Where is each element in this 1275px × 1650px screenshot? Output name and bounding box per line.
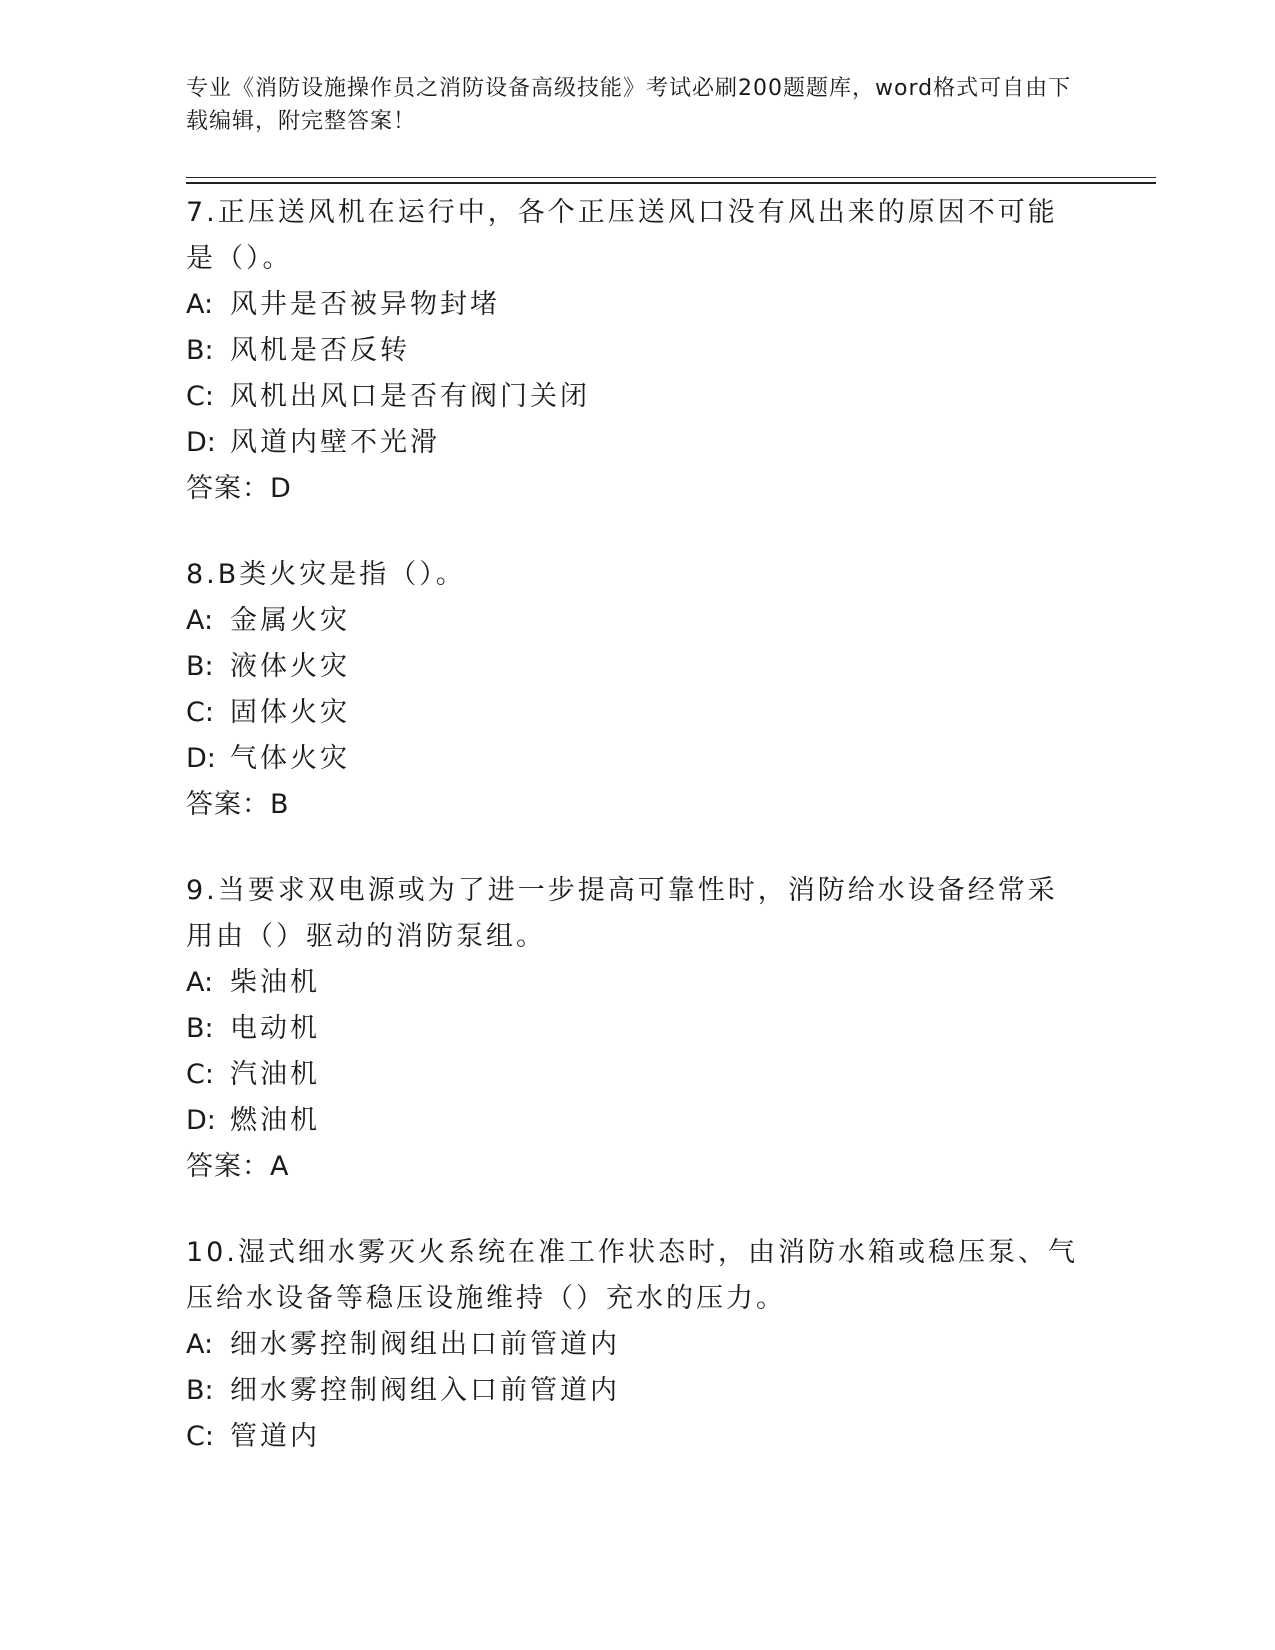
- option-text: 细水雾控制阀组入口前管道内: [230, 1375, 620, 1406]
- option-text: 管道内: [230, 1421, 320, 1452]
- option-letter: C:: [186, 1059, 214, 1090]
- option-letter: A:: [186, 605, 214, 636]
- header-divider-thick: [186, 182, 1156, 184]
- question-stem: 8.B类火灾是指（）。: [186, 559, 466, 590]
- question-stem: 7.正压送风机在运行中，各个正压送风口没有风出来的原因不可能是（）。: [186, 197, 1058, 274]
- option-letter: B:: [186, 1013, 214, 1044]
- option-text: 风机是否反转: [230, 335, 410, 366]
- question-stem: 9.当要求双电源或为了进一步提高可靠性时，消防给水设备经常采用由（）驱动的消防泵组。: [186, 875, 1058, 952]
- option-letter: B:: [186, 1375, 214, 1406]
- option-text: 汽油机: [230, 1059, 320, 1090]
- option-letter: C:: [186, 1421, 214, 1452]
- option-letter: A:: [186, 289, 214, 320]
- option-letter: C:: [186, 697, 214, 728]
- option-text: 风机出风口是否有阀门关闭: [230, 381, 590, 412]
- option-b: [186, 1368, 1086, 1414]
- option-letter: D:: [186, 427, 216, 458]
- option-c: [186, 1052, 1086, 1098]
- question-list: [186, 190, 1086, 1500]
- option-a: [186, 598, 1086, 644]
- option-text: 气体火灾: [230, 743, 350, 774]
- option-b: [186, 644, 1086, 690]
- option-c: [186, 1414, 1086, 1460]
- header-divider-thin: [186, 177, 1156, 178]
- option-a: [186, 1322, 1086, 1368]
- option-d: [186, 736, 1086, 782]
- document-header: 专业《消防设施操作员之消防设备高级技能》考试必刷200题题库，word格式可自由下载编辑，附完整答案！: [186, 76, 1072, 134]
- option-text: 风道内壁不光滑: [230, 427, 440, 458]
- option-c: [186, 690, 1086, 736]
- option-text: 细水雾控制阀组出口前管道内: [230, 1329, 620, 1360]
- option-letter: A:: [186, 1329, 214, 1360]
- option-b: [186, 328, 1086, 374]
- option-d: [186, 420, 1086, 466]
- answer: 答案：A: [186, 1151, 290, 1182]
- question-8: [186, 552, 1086, 828]
- answer: 答案：D: [186, 473, 292, 504]
- option-b: [186, 1006, 1086, 1052]
- option-text: 金属火灾: [230, 605, 350, 636]
- option-letter: D:: [186, 743, 216, 774]
- option-c: [186, 374, 1086, 420]
- option-letter: C:: [186, 381, 214, 412]
- answer: 答案：B: [186, 789, 290, 820]
- question-stem: 10.湿式细水雾灭火系统在准工作状态时，由消防水箱或稳压泵、气压给水设备等稳压设施维持（）充水的压力。: [186, 1237, 1078, 1314]
- option-text: 柴油机: [230, 967, 320, 998]
- option-text: 电动机: [230, 1013, 320, 1044]
- option-letter: B:: [186, 335, 214, 366]
- question-10: [186, 1230, 1086, 1460]
- option-text: 燃油机: [230, 1105, 320, 1136]
- option-a: [186, 282, 1086, 328]
- option-d: [186, 1098, 1086, 1144]
- option-text: 风井是否被异物封堵: [230, 289, 500, 320]
- option-a: [186, 960, 1086, 1006]
- option-letter: B:: [186, 651, 214, 682]
- option-letter: A:: [186, 967, 214, 998]
- option-text: 液体火灾: [230, 651, 350, 682]
- option-text: 固体火灾: [230, 697, 350, 728]
- question-7: [186, 190, 1086, 512]
- question-9: [186, 868, 1086, 1190]
- option-letter: D:: [186, 1105, 216, 1136]
